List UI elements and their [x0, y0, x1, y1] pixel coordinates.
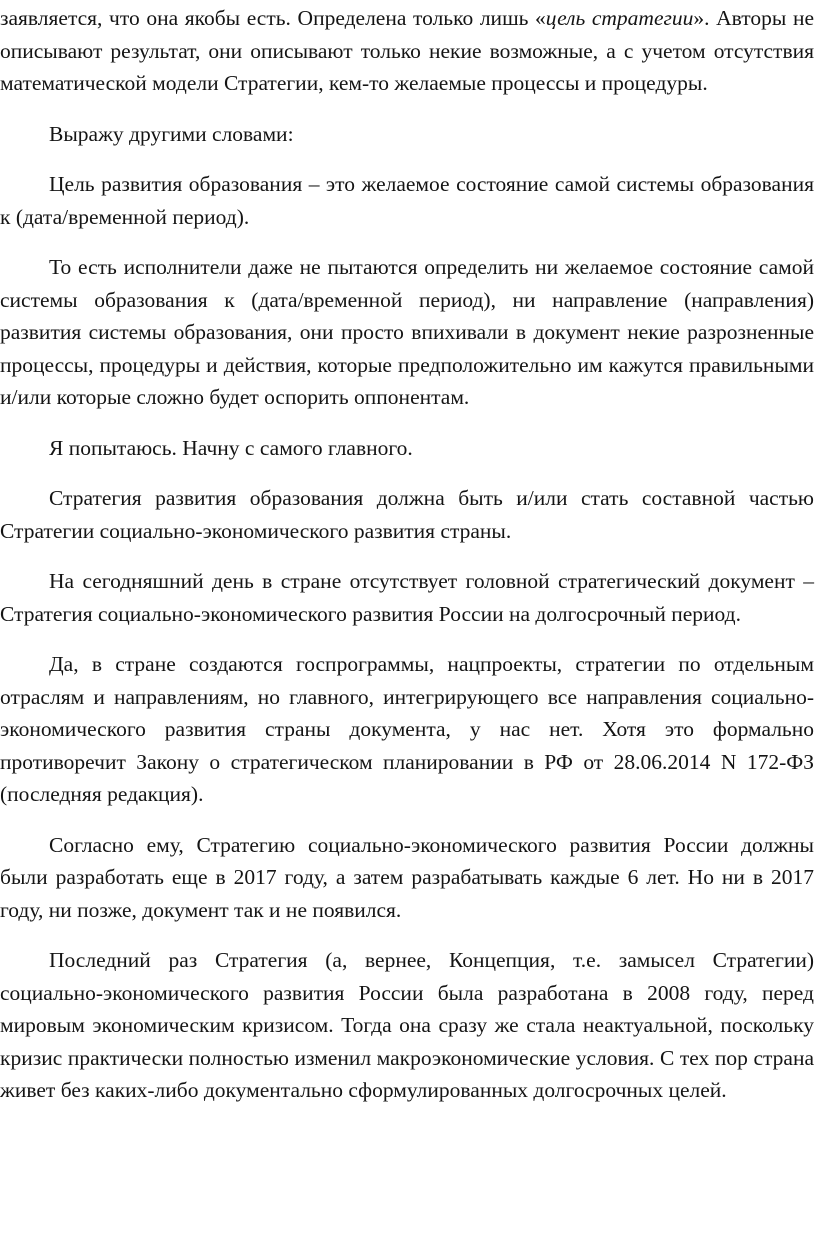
paragraph: Последний раз Стратегия (а, вернее, Концепция, т.е. замысел Стратегии) социально-экономического развития России была разработана в 2008 году, перед мировым экономическим кризисом. Тогда она сразу же стала неактуальной, поскольку кризис практически полностью изменил макроэкономические условия. С тех пор страна живет без каких-либо документально сформулированных долгосрочных целей. — [0, 948, 814, 1102]
paragraph: Согласно ему, Стратегию социально-экономического развития России должны были разработать еще в 2017 году, а затем разрабатывать каждые 6 лет. Но ни в 2017 году, ни позже, документ так и не появился. — [0, 832, 814, 922]
paragraph-continued — [0, 2, 814, 100]
paragraph: То есть исполнители даже не пытаются определить ни желаемое состояние самой системы образования к (дата/временной период), ни направление (направления) развития системы образования, они просто впихивали в документ некие разрозненные процессы, процедуры и действия, которые предположительно им кажутся правильными и/или которые сложно будет оспорить оппонентам. — [0, 255, 814, 409]
paragraph: Да, в стране создаются госпрограммы, нацпроекты, стратегии по отдельным отраслям и направлениям, но главного, интегрирующего все направления социально-экономического развития страны документа, у нас нет. Хотя это формально противоречит Закону о стратегическом планировании в РФ от 28.06.2014 N 172-ФЗ (последняя редакция). — [0, 652, 814, 806]
paragraph-text-part: заявляется, что она якобы есть. Определена только лишь « — [0, 6, 546, 30]
paragraph: Стратегия развития образования должна быть и/или стать составной частью Стратегии социально-экономического развития страны. — [0, 486, 814, 543]
emphasized-term: цель стратегии — [545, 6, 694, 30]
paragraph-text-part: ». Авторы не описывают результат, они описывают только некие возможные, а с учетом отсутствия математической модели Стратегии, кем-то желаемые процессы и процедуры. — [0, 6, 814, 95]
paragraph: Выражу другими словами: — [49, 121, 294, 146]
paragraph: Цель развития образования – это желаемое состояние самой системы образования к (дата/временной период). — [0, 172, 814, 229]
paragraph: На сегодняшний день в стране отсутствует головной стратегический документ – Стратегия социально-экономического развития России на долгосрочный период. — [0, 569, 814, 626]
paragraph: Я попытаюсь. Начну с самого главного. — [49, 435, 413, 460]
